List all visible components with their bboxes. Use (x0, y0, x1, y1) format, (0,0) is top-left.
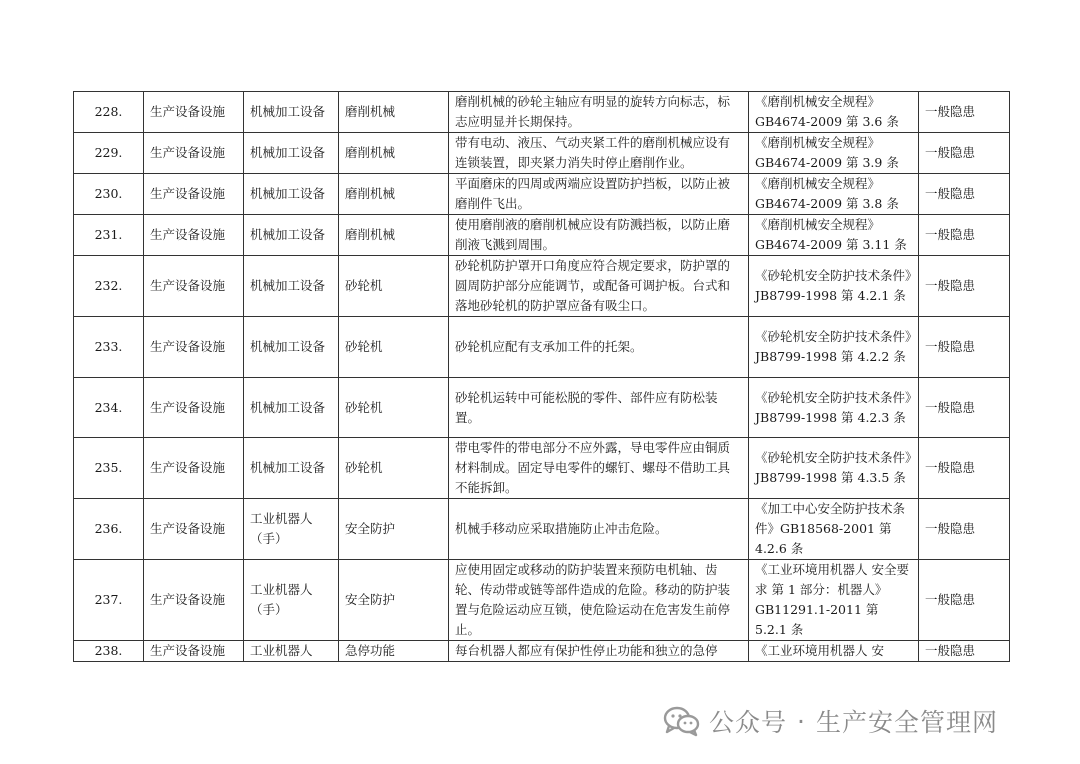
wechat-icon (663, 705, 701, 737)
row-category: 生产设备设施 (144, 438, 244, 499)
row-number: 229. (74, 133, 144, 174)
row-category: 生产设备设施 (144, 256, 244, 317)
table-row (74, 499, 1010, 560)
row-basis: 《砂轮机安全防护技术条件》JB8799-1998 第 4.2.3 条 (749, 378, 919, 438)
row-level: 一般隐患 (919, 215, 1010, 256)
row-item: 砂轮机 (339, 378, 449, 438)
row-requirement: 平面磨床的四周或两端应设置防护挡板，以防止被磨削件飞出。 (449, 174, 749, 215)
table-row (74, 378, 1010, 438)
table-row (74, 560, 1010, 641)
row-number: 234. (74, 378, 144, 438)
row-item: 磨削机械 (339, 174, 449, 215)
row-number: 232. (74, 256, 144, 317)
row-subcategory: 机械加工设备 (244, 174, 339, 215)
table-row (74, 92, 1010, 133)
row-level: 一般隐患 (919, 92, 1010, 133)
row-basis: 《磨削机械安全规程》GB4674-2009 第 3.11 条 (749, 215, 919, 256)
row-category: 生产设备设施 (144, 92, 244, 133)
row-level: 一般隐患 (919, 133, 1010, 174)
table-row (74, 174, 1010, 215)
row-basis: 《磨削机械安全规程》GB4674-2009 第 3.8 条 (749, 174, 919, 215)
row-level: 一般隐患 (919, 499, 1010, 560)
row-item: 磨削机械 (339, 92, 449, 133)
row-level: 一般隐患 (919, 378, 1010, 438)
table-row (74, 256, 1010, 317)
row-level: 一般隐患 (919, 560, 1010, 641)
row-requirement: 砂轮机运转中可能松脱的零件、部件应有防松装置。 (449, 378, 749, 438)
row-requirement: 砂轮机应配有支承加工件的托架。 (449, 317, 749, 378)
row-subcategory: 工业机器人（手） (244, 499, 339, 560)
watermark (663, 703, 998, 739)
row-item: 砂轮机 (339, 438, 449, 499)
row-category: 生产设备设施 (144, 641, 244, 662)
row-category: 生产设备设施 (144, 133, 244, 174)
row-basis: 《砂轮机安全防护技术条件》JB8799-1998 第 4.2.2 条 (749, 317, 919, 378)
row-item: 砂轮机 (339, 317, 449, 378)
row-requirement: 带有电动、液压、气动夹紧工件的磨削机械应设有连锁装置，即夹紧力消失时停止磨削作业。 (449, 133, 749, 174)
row-item: 安全防护 (339, 560, 449, 641)
row-basis: 《砂轮机安全防护技术条件》JB8799-1998 第 4.2.1 条 (749, 256, 919, 317)
table-body (74, 92, 1010, 662)
row-basis: 《砂轮机安全防护技术条件》JB8799-1998 第 4.3.5 条 (749, 438, 919, 499)
row-number: 238. (74, 641, 144, 662)
row-level: 一般隐患 (919, 641, 1010, 662)
row-subcategory: 工业机器人 (244, 641, 339, 662)
row-number: 235. (74, 438, 144, 499)
row-number: 233. (74, 317, 144, 378)
row-subcategory: 机械加工设备 (244, 92, 339, 133)
table-row (74, 641, 1010, 662)
row-subcategory: 机械加工设备 (244, 438, 339, 499)
row-requirement: 每台机器人都应有保护性停止功能和独立的急停 (449, 641, 749, 662)
row-category: 生产设备设施 (144, 499, 244, 560)
table-row (74, 438, 1010, 499)
row-level: 一般隐患 (919, 317, 1010, 378)
row-level: 一般隐患 (919, 438, 1010, 499)
row-requirement: 砂轮机防护罩开口角度应符合规定要求，防护罩的圆周防护部分应能调节，或配备可调护板。台式和落地砂轮机的防护罩应备有吸尘口。 (449, 256, 749, 317)
row-requirement: 带电零件的带电部分不应外露，导电零件应由铜质材料制成。固定导电零件的螺钉、螺母不借助工具不能拆卸。 (449, 438, 749, 499)
row-item: 安全防护 (339, 499, 449, 560)
row-requirement: 使用磨削液的磨削机械应设有防溅挡板，以防止磨削液飞溅到周围。 (449, 215, 749, 256)
row-number: 230. (74, 174, 144, 215)
row-subcategory: 机械加工设备 (244, 133, 339, 174)
row-requirement: 机械手移动应采取措施防止冲击危险。 (449, 499, 749, 560)
row-number: 237. (74, 560, 144, 641)
row-subcategory: 机械加工设备 (244, 378, 339, 438)
row-requirement: 磨削机械的砂轮主轴应有明显的旋转方向标志，标志应明显并长期保持。 (449, 92, 749, 133)
row-level: 一般隐患 (919, 174, 1010, 215)
row-item: 磨削机械 (339, 133, 449, 174)
row-number: 231. (74, 215, 144, 256)
row-category: 生产设备设施 (144, 560, 244, 641)
row-basis: 《加工中心安全防护技术条件》GB18568-2001 第 4.2.6 条 (749, 499, 919, 560)
row-subcategory: 机械加工设备 (244, 317, 339, 378)
row-level: 一般隐患 (919, 256, 1010, 317)
row-basis: 《磨削机械安全规程》GB4674-2009 第 3.9 条 (749, 133, 919, 174)
row-subcategory: 机械加工设备 (244, 256, 339, 317)
table-row (74, 215, 1010, 256)
row-basis: 《工业环境用机器人 安全要求 第 1 部分：机器人》GB11291.1-2011 第 5.2.1 条 (749, 560, 919, 641)
row-subcategory: 机械加工设备 (244, 215, 339, 256)
hazard-table (73, 91, 1010, 662)
row-subcategory: 工业机器人（手） (244, 560, 339, 641)
row-category: 生产设备设施 (144, 174, 244, 215)
table-row (74, 133, 1010, 174)
watermark-label: 公众号 (709, 708, 788, 737)
row-category: 生产设备设施 (144, 378, 244, 438)
row-category: 生产设备设施 (144, 317, 244, 378)
table-row (74, 317, 1010, 378)
row-basis: 《工业环境用机器人 安 (749, 641, 919, 662)
watermark-separator: · (797, 706, 806, 736)
row-item: 磨削机械 (339, 215, 449, 256)
row-number: 228. (74, 92, 144, 133)
row-number: 236. (74, 499, 144, 560)
row-category: 生产设备设施 (144, 215, 244, 256)
watermark-name: 生产安全管理网 (815, 708, 998, 737)
row-item: 砂轮机 (339, 256, 449, 317)
row-requirement: 应使用固定或移动的防护装置来预防电机轴、齿轮、传动带或链等部件造成的危险。移动的防护装置与危险运动应互锁，使危险运动在危害发生前停止。 (449, 560, 749, 641)
row-basis: 《磨削机械安全规程》GB4674-2009 第 3.6 条 (749, 92, 919, 133)
row-item: 急停功能 (339, 641, 449, 662)
